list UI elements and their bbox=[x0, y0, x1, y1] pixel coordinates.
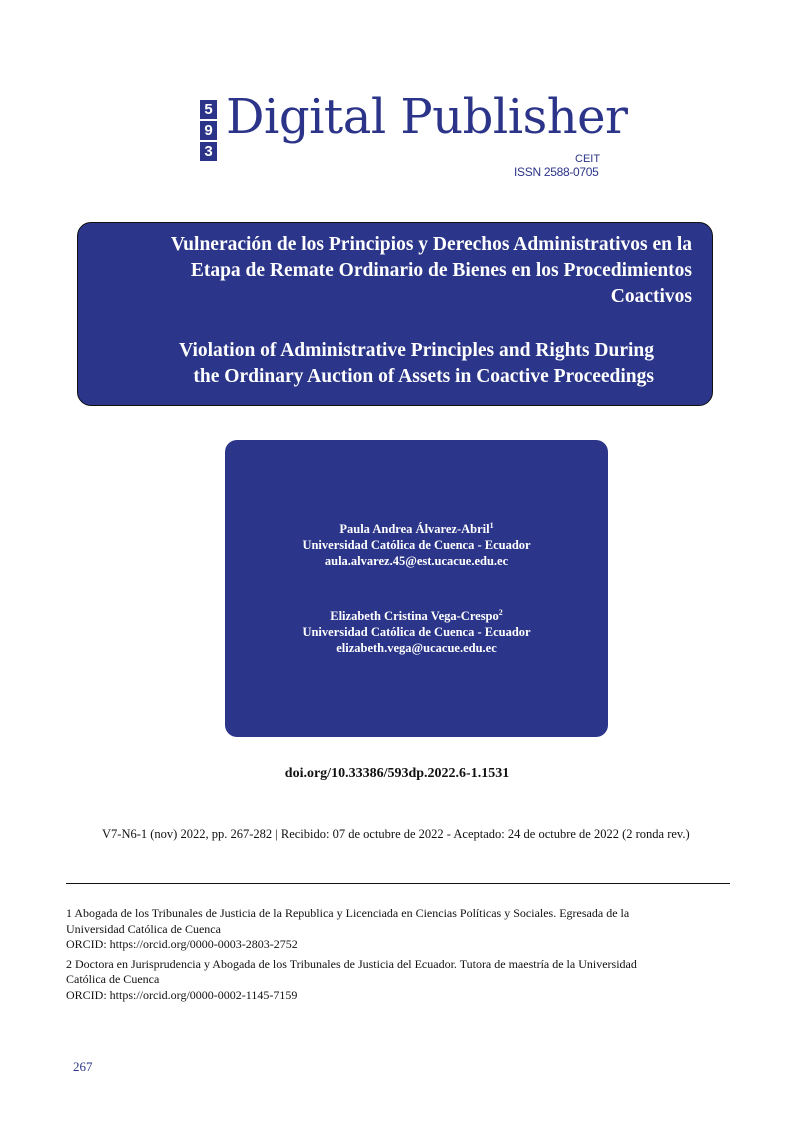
logo-digits bbox=[200, 100, 217, 163]
author-name-line bbox=[225, 521, 608, 537]
title-spanish bbox=[102, 232, 692, 310]
title-line: Etapa de Remate Ordinario de Bienes en los Procedimientos bbox=[190, 260, 692, 281]
author-name: Paula Andrea Álvarez-Abril bbox=[339, 522, 490, 536]
footnote-line: Católica de Cuenca bbox=[66, 972, 160, 986]
author-block bbox=[225, 608, 608, 656]
logo-title: Digital Publisher bbox=[226, 89, 628, 145]
author-affiliation: Universidad Católica de Cuenca - Ecuador bbox=[302, 538, 531, 552]
footnote bbox=[66, 957, 730, 1004]
journal-logo bbox=[200, 89, 628, 188]
author-footnote-mark: 1 bbox=[489, 521, 494, 530]
logo-digit: 9 bbox=[200, 121, 217, 140]
title-line: the Ordinary Auction of Assets in Coactive Proceedings bbox=[193, 366, 654, 387]
author-block bbox=[225, 521, 608, 569]
title-box bbox=[77, 222, 713, 406]
author-affiliation: Universidad Católica de Cuenca - Ecuador bbox=[302, 625, 531, 639]
title-english bbox=[94, 338, 654, 390]
doi-link[interactable]: doi.org/10.33386/593dp.2022.6-1.1531 bbox=[284, 766, 510, 781]
author-name-line bbox=[225, 608, 608, 624]
title-line: Violation of Administrative Principles and Rights During bbox=[179, 340, 654, 361]
footnote-line: 1 Abogada de los Tribunales de Justicia de la Republica y Licenciada en Ciencias Políticas y Sociales. Egresada de la bbox=[66, 906, 630, 920]
footnotes bbox=[66, 906, 730, 1007]
title-line: Vulneración de los Principios y Derechos Administrativos en la bbox=[170, 234, 692, 255]
footnote-divider bbox=[66, 883, 730, 884]
footnote bbox=[66, 906, 730, 953]
author-email[interactable]: aula.alvarez.45@est.ucacue.edu.ec bbox=[324, 554, 509, 568]
logo-ceit: CEIT bbox=[575, 153, 601, 165]
authors-box bbox=[225, 440, 608, 737]
logo-digit: 3 bbox=[200, 142, 217, 161]
author-footnote-mark: 2 bbox=[498, 608, 503, 617]
citation-line: V7-N6-1 (nov) 2022, pp. 267-282 | Recibido: 07 de octubre de 2022 - Aceptado: 24 de octubre de 2022 (2 ronda rev.) bbox=[102, 827, 690, 841]
author-name: Elizabeth Cristina Vega-Crespo bbox=[330, 609, 499, 623]
page-number: 267 bbox=[73, 1059, 93, 1074]
orcid-link[interactable]: ORCID: https://orcid.org/0000-0002-1145-7159 bbox=[66, 987, 298, 1002]
logo-digit: 5 bbox=[200, 100, 217, 119]
footnote-line: 2 Doctora en Jurisprudencia y Abogada de los Tribunales de Justicia del Ecuador. Tutora de maestría de la Universidad bbox=[66, 956, 637, 971]
orcid-link[interactable]: ORCID: https://orcid.org/0000-0003-2803-2752 bbox=[66, 937, 298, 951]
author-email[interactable]: elizabeth.vega@ucacue.edu.ec bbox=[336, 641, 497, 655]
footnote-line: Universidad Católica de Cuenca bbox=[66, 921, 221, 936]
logo-issn: ISSN 2588-0705 bbox=[514, 165, 599, 179]
title-line: Coactivos bbox=[610, 286, 692, 307]
